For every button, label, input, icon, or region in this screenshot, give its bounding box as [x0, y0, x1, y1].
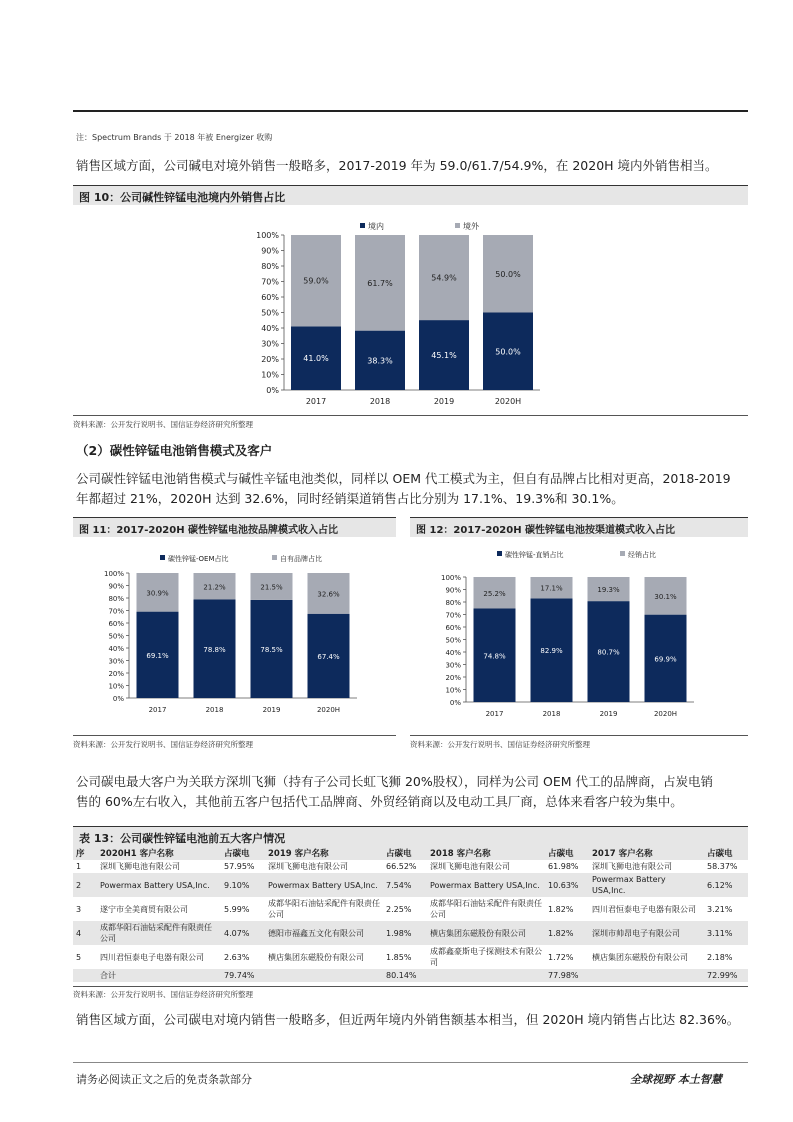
- table-cell: 77.98%: [545, 969, 589, 982]
- y-tick-label: 100%: [256, 231, 279, 240]
- legend-label: 经销占比: [628, 551, 656, 559]
- data-label: 78.8%: [203, 645, 226, 654]
- y-tick-label: 30%: [261, 339, 279, 349]
- table-cell: Powermax Battery USA,Inc.: [265, 873, 383, 897]
- table-cell: 1.72%: [548, 952, 574, 962]
- data-label: 19.3%: [597, 586, 620, 595]
- x-tick-label: 2020H: [653, 710, 678, 718]
- figure-11-title: 图 11：2017-2020H 碳性锌锰电池按品牌模式收入占比: [73, 517, 396, 537]
- y-tick-label: 70%: [108, 607, 124, 616]
- table-cell: 2.63%: [224, 952, 250, 962]
- y-tick-label: 40%: [261, 324, 279, 333]
- footer-rule: [73, 1062, 748, 1063]
- y-tick-label: 30%: [445, 661, 461, 670]
- y-tick-label: 20%: [261, 355, 279, 364]
- table-row: [73, 897, 748, 921]
- table-cell: 成都华阳石油钻采配件有限责任公司: [268, 899, 380, 919]
- table-cell: 深圳飞狮电池有限公司: [430, 862, 510, 871]
- table-row: [73, 921, 748, 945]
- table-cell: 1.98%: [383, 921, 427, 945]
- table-cell: 横店集团东磁股份有限公司: [427, 921, 545, 945]
- legend-swatch: [360, 223, 365, 228]
- x-tick-label: 2020H: [316, 706, 341, 714]
- table-13: [73, 846, 748, 982]
- data-label: 25.2%: [483, 589, 506, 598]
- data-label: 59.0%: [303, 276, 329, 286]
- table-cell: 合计: [97, 969, 221, 982]
- table-cell: 1.82%: [545, 921, 589, 945]
- table-cell: 5.99%: [224, 904, 250, 914]
- table-cell: 四川君恒泰电子电器有限公司: [592, 904, 696, 914]
- data-label: 17.1%: [540, 584, 563, 593]
- x-tick-label: 2017: [305, 397, 327, 406]
- legend-label: 碳性锌锰-OEM占比: [168, 555, 229, 563]
- table-cell: 深圳飞狮电池有限公司: [100, 862, 180, 871]
- y-tick-label: 0%: [449, 699, 461, 707]
- table-cell: Powermax Battery USA,Inc.: [97, 873, 221, 897]
- y-tick-label: 90%: [108, 582, 124, 591]
- table-header-cell: 占碳电: [704, 846, 748, 860]
- table-cell: 2.18%: [707, 952, 733, 962]
- y-tick-label: 50%: [261, 308, 279, 318]
- paragraph-4: 销售区域方面，公司碳电对境内销售一般略多，但近两年境内外销售额基本相当，但 2020H 境内销售占比达 82.36%。: [76, 1012, 740, 1027]
- paragraph-1: 销售区域方面，公司碱电对境外销售一般略多，2017-2019 年为 59.0/61.7/54.9%，在 2020H 境内外销售相当。: [76, 158, 718, 173]
- x-tick-label: 2018: [369, 397, 391, 406]
- x-tick-label: 2017: [485, 710, 504, 718]
- data-label: 45.1%: [431, 351, 457, 361]
- table-cell: 横店集团东磁股份有限公司: [268, 952, 364, 962]
- table-cell: 遂宁市全美商贸有限公司: [100, 904, 188, 914]
- y-tick-label: 90%: [261, 246, 279, 256]
- legend-swatch: [160, 555, 165, 560]
- paragraph-2-line-2: 年都超过 21%，2020H 达到 32.6%，同时经销渠道销售占比分别为 17.1%、19.3%和 30.1%。: [76, 491, 624, 506]
- data-label: 30.9%: [146, 589, 169, 598]
- table-cell: Powermax Battery USA,Inc.: [589, 873, 704, 897]
- y-tick-label: 10%: [108, 682, 124, 691]
- y-tick-label: 90%: [445, 586, 461, 595]
- table-cell: Powermax Battery USA,Inc.: [427, 873, 545, 897]
- table-row: [73, 860, 748, 873]
- data-label: 80.7%: [597, 648, 620, 657]
- figure-11-chart: [73, 540, 396, 730]
- table-row: [73, 945, 748, 969]
- data-label: 38.3%: [367, 356, 393, 366]
- footer-slogan: 全球视野 本土智慧: [630, 1073, 722, 1086]
- table-cell: 1: [76, 862, 82, 871]
- legend-label: 碳性锌锰-直销占比: [505, 551, 564, 559]
- legend-swatch: [455, 223, 460, 228]
- y-tick-label: 50%: [108, 632, 124, 641]
- data-label: 54.9%: [431, 273, 457, 283]
- figure-12-source: 资料来源：公开发行说明书、国信证券经济研究所整理: [410, 735, 748, 750]
- data-label: 32.6%: [317, 590, 340, 599]
- table-cell: 成都华阳石油钻采配件有限责任公司: [430, 899, 542, 919]
- legend-label: 境内: [368, 222, 384, 231]
- y-tick-label: 70%: [445, 611, 461, 620]
- paragraph-2-line-1: 公司碳性锌锰电池销售模式与碱性辛锰电池类似，同样以 OEM 代工模式为主，但自有品牌占比相对更高，2018-2019: [76, 471, 731, 486]
- data-label: 74.8%: [483, 652, 506, 661]
- table-cell: 58.37%: [707, 862, 738, 871]
- table-cell: 9.10%: [221, 873, 265, 897]
- table-cell: 成都华阳石油钻采配件有限责任公司: [97, 921, 221, 945]
- table-header-cell: 2018 客户名称: [427, 846, 545, 860]
- figure-11-source: 资料来源：公开发行说明书、国信证券经济研究所整理: [73, 735, 396, 750]
- header-rule: [73, 110, 748, 112]
- x-tick-label: 2020H: [494, 397, 522, 406]
- table-cell: 深圳飞狮电池有限公司: [268, 862, 348, 871]
- figure-12-chart: [410, 540, 748, 730]
- y-tick-label: 80%: [261, 262, 279, 271]
- table-cell: 61.98%: [548, 862, 579, 871]
- figure-10-chart: [73, 208, 748, 413]
- table-cell: 6.12%: [704, 873, 748, 897]
- figure-10-source: 资料来源：公开发行说明书、国信证券经济研究所整理: [73, 415, 748, 430]
- table-header-cell: 2019 客户名称: [265, 846, 383, 860]
- x-tick-label: 2019: [433, 397, 455, 406]
- y-tick-label: 10%: [445, 686, 461, 695]
- data-label: 61.7%: [367, 278, 393, 288]
- y-tick-label: 70%: [261, 277, 279, 287]
- table-cell: 3.11%: [704, 921, 748, 945]
- data-label: 78.5%: [260, 645, 283, 654]
- table-cell: 5: [76, 952, 82, 962]
- legend-label: 自有品牌占比: [280, 555, 322, 563]
- table-header-cell: 2017 客户名称: [589, 846, 704, 860]
- table-cell: 四川君恒泰电子电器有限公司: [100, 952, 204, 962]
- legend-swatch: [620, 551, 625, 556]
- y-tick-label: 0%: [112, 695, 124, 703]
- paragraph-3-line-1: 公司碳电最大客户为关联方深圳飞狮（持有子公司长虹飞狮 20%股权），同样为公司 OEM 代工的品牌商，占炭电销: [76, 774, 713, 789]
- table-cell: 深圳市帅昂电子有限公司: [589, 921, 704, 945]
- table-header-cell: 2020H1 客户名称: [97, 846, 221, 860]
- x-tick-label: 2017: [148, 706, 167, 714]
- table-header-cell: 占碳电: [221, 846, 265, 860]
- y-tick-label: 60%: [261, 293, 279, 302]
- x-tick-label: 2018: [205, 706, 224, 714]
- table-row: [73, 969, 748, 982]
- legend-swatch: [272, 555, 277, 560]
- data-label: 67.4%: [317, 652, 340, 661]
- figure-12-title: 图 12：2017-2020H 碳性锌锰电池按渠道模式收入占比: [410, 517, 748, 537]
- table-row: [73, 873, 748, 897]
- table-cell: 72.99%: [704, 969, 748, 982]
- table-cell: 4: [73, 921, 97, 945]
- y-tick-label: 100%: [103, 570, 124, 578]
- section-heading-2: （2）碳性锌锰电池销售模式及客户: [76, 443, 273, 458]
- table-cell: 德阳市福鑫五文化有限公司: [265, 921, 383, 945]
- table-13-source: 资料来源：公开发行说明书、国信证券经济研究所整理: [73, 986, 748, 1000]
- table-cell: [589, 969, 704, 982]
- table-13-title: 表 13：公司碳性锌锰电池前五大客户情况: [73, 826, 748, 846]
- y-tick-label: 30%: [108, 657, 124, 666]
- y-tick-label: 40%: [445, 649, 461, 657]
- x-tick-label: 2019: [262, 706, 281, 714]
- y-tick-label: 50%: [445, 636, 461, 645]
- table-cell: 57.95%: [224, 862, 255, 871]
- table-cell: 7.54%: [383, 873, 427, 897]
- data-label: 41.0%: [303, 354, 329, 364]
- data-label: 50.0%: [495, 269, 521, 279]
- table-cell: 1.82%: [548, 904, 574, 914]
- legend-label: 境外: [463, 222, 479, 231]
- table-cell: 4.07%: [221, 921, 265, 945]
- data-label: 21.2%: [203, 583, 226, 592]
- table-cell: 66.52%: [386, 862, 417, 871]
- data-label: 69.9%: [654, 655, 677, 664]
- table-cell: 79.74%: [221, 969, 265, 982]
- legend-swatch: [497, 551, 502, 556]
- y-tick-label: 20%: [445, 674, 461, 682]
- table-cell: 2: [73, 873, 97, 897]
- data-label: 30.1%: [654, 592, 677, 601]
- y-tick-label: 60%: [445, 624, 461, 632]
- figure-10-title: 图 10：公司碱性锌锰电池境内外销售占比: [73, 185, 748, 205]
- table-cell: 2.25%: [386, 904, 412, 914]
- table-cell: [73, 969, 97, 982]
- x-tick-label: 2018: [542, 710, 561, 718]
- table-header-cell: 序: [73, 846, 97, 860]
- table-header-cell: 占碳电: [545, 846, 589, 860]
- y-tick-label: 60%: [108, 620, 124, 628]
- y-tick-label: 80%: [108, 595, 124, 603]
- footer-disclaimer: 请务必阅读正文之后的免责条款部分: [76, 1073, 252, 1086]
- paragraph-3-line-2: 售的 60%左右收入，其他前五客户包括代工品牌商、外贸经销商以及电动工具厂商，总体来看客户较为集中。: [76, 794, 683, 809]
- table-cell: 3.21%: [707, 904, 733, 914]
- table-cell: 10.63%: [545, 873, 589, 897]
- table-cell: 1.85%: [386, 952, 412, 962]
- top-note: 注：Spectrum Brands 于 2018 年被 Energizer 收购: [76, 133, 273, 142]
- table-cell: 成都鑫豪斯电子探测技术有限公司: [430, 947, 542, 967]
- table-cell: 3: [76, 904, 82, 914]
- data-label: 50.0%: [495, 347, 521, 357]
- table-header-cell: 占碳电: [383, 846, 427, 860]
- y-tick-label: 80%: [445, 599, 461, 607]
- table-cell: [427, 969, 545, 982]
- x-tick-label: 2019: [599, 710, 618, 718]
- data-label: 82.9%: [540, 647, 563, 656]
- y-tick-label: 10%: [261, 370, 279, 380]
- table-cell: 深圳飞狮电池有限公司: [592, 862, 672, 871]
- y-tick-label: 20%: [108, 670, 124, 678]
- y-tick-label: 100%: [440, 574, 461, 582]
- table-cell: [265, 969, 383, 982]
- data-label: 21.5%: [260, 583, 283, 592]
- y-tick-label: 40%: [108, 645, 124, 653]
- table-cell: 横店集团东磁股份有限公司: [592, 952, 688, 962]
- y-tick-label: 0%: [266, 386, 279, 395]
- data-label: 69.1%: [146, 651, 169, 660]
- table-cell: 80.14%: [383, 969, 427, 982]
